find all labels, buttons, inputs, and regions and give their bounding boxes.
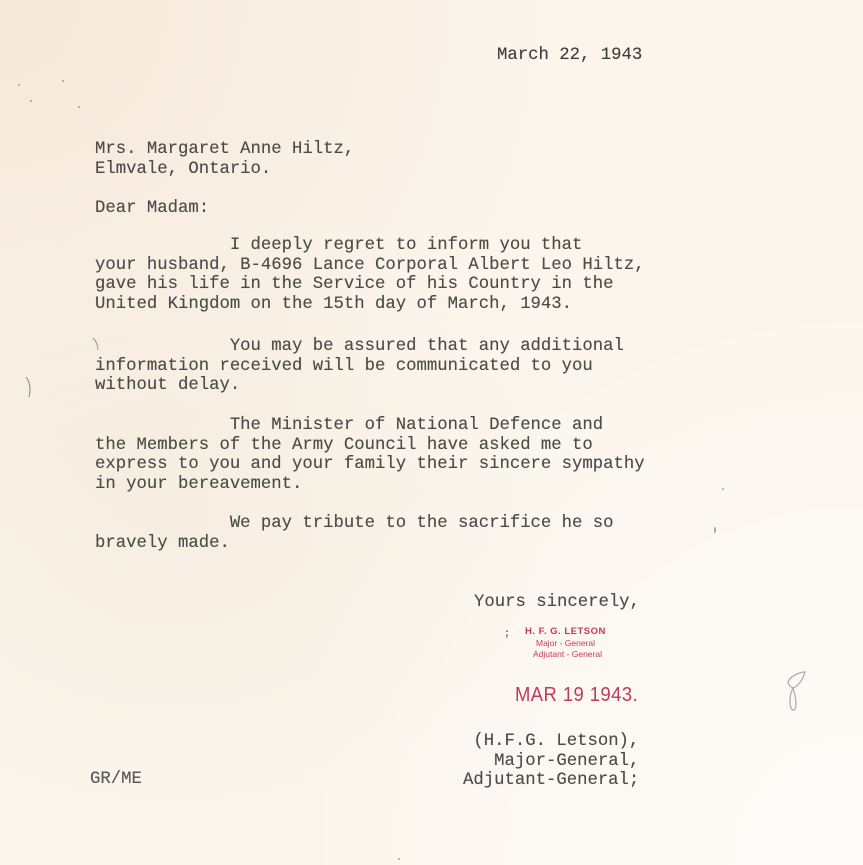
paragraph-line: express to you and your family their sincere sympathy [95,455,645,474]
paragraph-line: the Members of the Army Council have asked me to [95,435,593,455]
reference-initials: GR/ME [90,770,142,789]
paragraph-line: I deeply regret to inform you that [95,236,583,255]
signatory-rank: Major-General, [494,751,640,771]
recipient-name: Mrs. Margaret Anne Hiltz, [95,140,355,159]
stamp-mark: ; [505,627,509,639]
paragraph-line: without delay. [95,376,241,395]
paper-speck [62,80,64,82]
signatory-position: Adjutant-General; [463,771,640,790]
pencil-page-number [783,668,813,718]
paragraph-sympathy [95,416,645,494]
paper-speck [722,488,724,490]
stamp-title-position: Adjutant - General [533,649,602,659]
recipient-address [95,140,354,179]
paragraph-line: We pay tribute to the sacrifice he so [95,514,614,533]
paper-speck [398,858,400,860]
received-date-stamp: MAR 19 1943. [515,684,639,706]
signatory-name: (H.F.G. Letson), [473,732,640,751]
paragraph-line: information received will be communicated to you [95,356,593,376]
stamp-name: H. F. G. LETSON [525,626,606,637]
letter-date: March 22, 1943 [497,46,643,65]
stamp-title-rank: Major - General [536,638,596,648]
paper-speck [18,84,20,86]
closing: Yours sincerely, [474,593,640,612]
paragraph-line: in your bereavement. [95,474,303,494]
paragraph-line: gave his life in the Service of his Country in the [95,275,614,294]
recipient-location: Elmvale, Ontario. [95,159,272,179]
margin-mark [24,376,34,398]
paper-speck [714,527,716,533]
paper-speck [30,100,32,102]
paragraph-tribute [95,514,614,553]
paragraph-line: your husband, B-4696 Lance Corporal Albert Leo Hiltz, [95,255,645,275]
paragraph-line: United Kingdom on the 15th day of March, 1943. [95,294,573,314]
signature-block [463,732,639,791]
paragraph-line: You may be assured that any additional [95,337,624,356]
margin-mark [92,337,100,351]
paper-speck [78,106,80,108]
paragraph-line: The Minister of National Defence and [95,416,604,435]
paragraph-additional-info [95,337,624,396]
signature-stamp [505,626,635,660]
paragraph-line: bravely made. [95,533,230,553]
salutation: Dear Madam: [95,199,210,218]
paragraph-notification [95,236,645,314]
